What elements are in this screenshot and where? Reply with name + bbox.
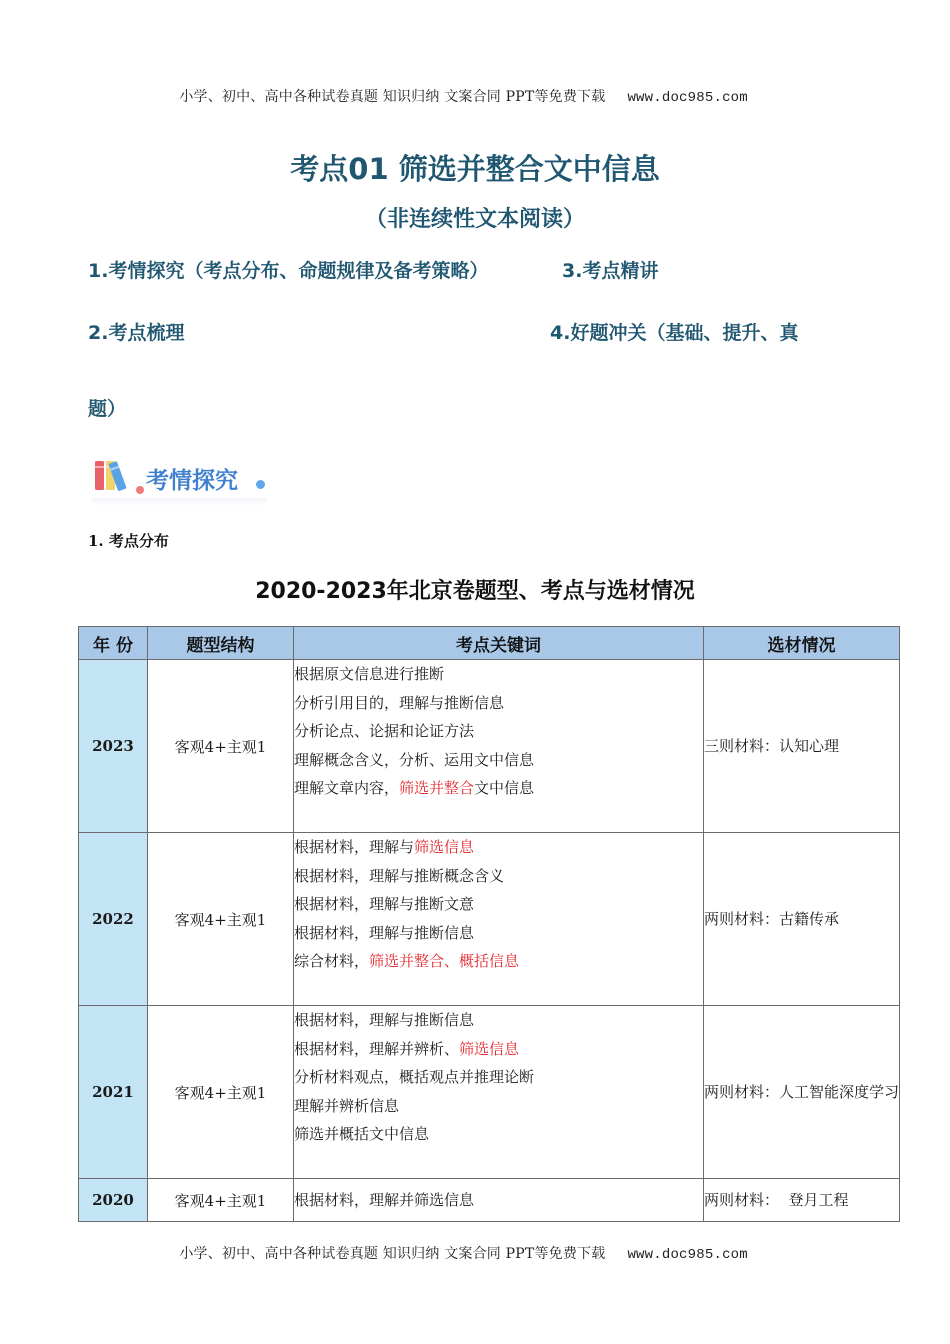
year-cell: 2023 [79, 660, 148, 833]
header-material: 选材情况 [704, 627, 900, 660]
banner-shadow [92, 498, 267, 506]
material-cell: 两则材料：人工智能深度学习 [704, 1006, 900, 1179]
structure-cell: 客观4+主观1 [148, 833, 294, 1006]
toc-item-1: 1.考情探究（考点分布、命题规律及备考策略） [88, 260, 489, 282]
keyword-line: 根据材料，理解与推断信息 [294, 1011, 475, 1029]
keyword-line: 分析论点、论据和论证方法 [294, 722, 475, 741]
keyword-line: 根据材料，理解与推断信息 [294, 923, 475, 942]
table-header-row [79, 627, 900, 660]
year-cell: 2022 [79, 833, 148, 1006]
table-row [79, 1179, 900, 1222]
structure-cell: 客观4+主观1 [148, 1006, 294, 1179]
exam-analysis-table [78, 626, 900, 1222]
blue-dot-icon [256, 480, 265, 489]
table-row [79, 1006, 900, 1179]
keyword-line: 分析材料观点，概括观点并推理论断 [294, 1068, 535, 1087]
highlight-text: 筛选信息 [459, 1039, 520, 1058]
table-row [79, 833, 900, 1006]
footer-watermark [170, 1227, 748, 1263]
keyword-line: 根据材料，理解与筛选信息 [294, 838, 475, 856]
header-year: 年 份 [79, 627, 148, 660]
year-cell: 2021 [79, 1006, 148, 1179]
header-watermark [170, 70, 748, 106]
structure-cell: 客观4+主观1 [148, 660, 294, 833]
keyword-line: 根据原文信息进行推断 [294, 665, 445, 683]
red-dot-icon [136, 486, 144, 494]
keywords-cell [294, 1006, 704, 1179]
highlight-text: 筛选并整合、概括信息 [369, 952, 520, 971]
toc-item-4-continued: 题） [88, 398, 127, 420]
watermark-text: 小学、初中、高中各种试卷真题 知识归纳 文案合同 PPT等免费下载 [179, 1246, 606, 1262]
table-title: 2020-2023年北京卷题型、考点与选材情况 [255, 579, 695, 604]
section-banner [92, 458, 272, 506]
header-structure: 题型结构 [148, 627, 294, 660]
highlight-text: 筛选信息 [414, 838, 475, 856]
keywords-cell [294, 660, 704, 833]
keyword-line: 根据材料，理解并辨析、筛选信息 [294, 1039, 520, 1058]
keyword-line: 根据材料，理解并筛选信息 [294, 1190, 475, 1209]
watermark-text: 小学、初中、高中各种试卷真题 知识归纳 文案合同 PPT等免费下载 [179, 89, 606, 105]
header-keywords: 考点关键词 [294, 627, 704, 660]
toc-item-4: 4.好题冲关（基础、提升、真 [550, 322, 799, 344]
banner-label: 考情探究 [146, 468, 238, 494]
year-cell: 2020 [79, 1179, 148, 1222]
keywords-cell [294, 1179, 704, 1222]
keyword-line: 理解概念含义，分析、运用文中信息 [294, 750, 535, 769]
watermark-url[interactable]: www.doc985.com [627, 1247, 748, 1263]
structure-cell: 客观4+主观1 [148, 1179, 294, 1222]
keywords-cell [294, 833, 704, 1006]
keyword-line: 根据材料，理解与推断文意 [294, 895, 475, 914]
toc-item-2: 2.考点梳理 [88, 322, 185, 344]
material-cell: 两则材料：古籍传承 [704, 833, 900, 1006]
keyword-line: 理解并辨析信息 [294, 1096, 400, 1115]
highlight-text: 筛选并整合 [399, 779, 475, 798]
books-icon [92, 458, 138, 492]
keyword-line: 理解文章内容，筛选并整合文中信息 [294, 779, 535, 798]
toc-item-3: 3.考点精讲 [562, 260, 659, 282]
material-cell: 两则材料： 登月工程 [704, 1179, 900, 1222]
page-subtitle: （非连续性文本阅读） [364, 207, 585, 232]
keyword-line: 综合材料，筛选并整合、概括信息 [294, 952, 520, 971]
keyword-line: 分析引用目的，理解与推断信息 [294, 693, 505, 712]
keyword-line: 根据材料，理解与推断概念含义 [294, 866, 505, 885]
section-heading: 1. 考点分布 [88, 532, 169, 550]
material-cell: 三则材料：认知心理 [704, 660, 900, 833]
watermark-url[interactable]: www.doc985.com [627, 90, 748, 106]
page-title: 考点01 筛选并整合文中信息 [290, 152, 660, 186]
table-row [79, 660, 900, 833]
keyword-line: 筛选并概括文中信息 [294, 1125, 430, 1144]
